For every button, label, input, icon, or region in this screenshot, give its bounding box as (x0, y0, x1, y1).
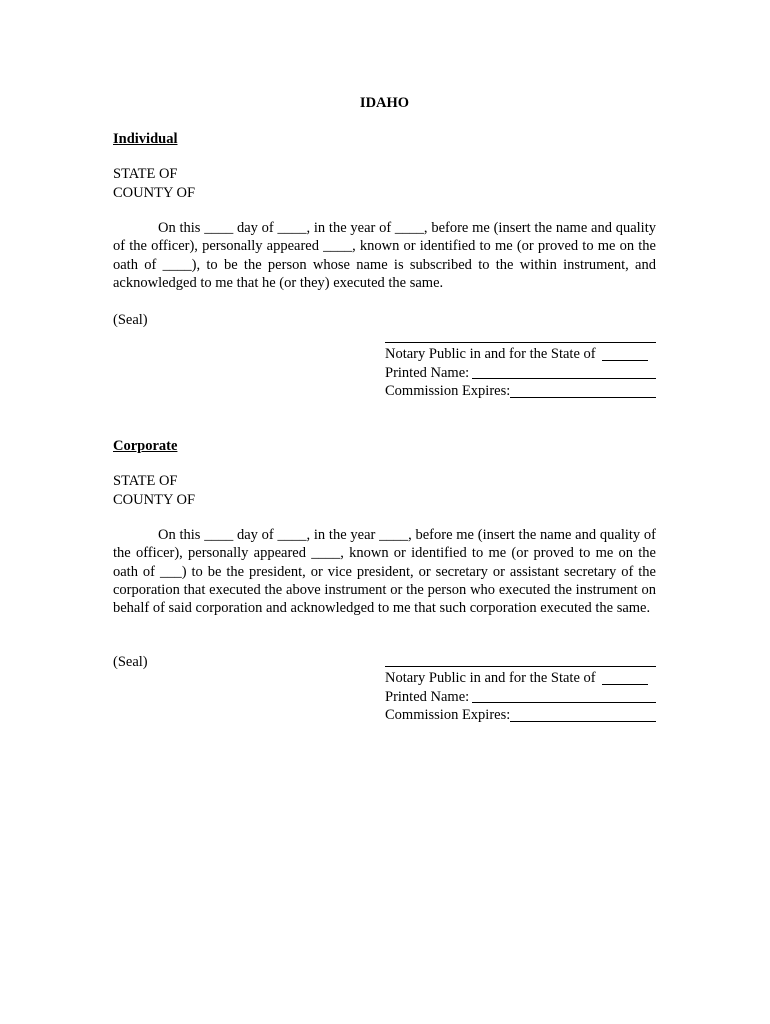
notary-state-blank (602, 670, 648, 685)
corporate-acknowledgment-paragraph: On this ____ day of ____, in the year ____, before me (insert the name and quality of the officer), personally appeared ____, known or identified to me (or proved to me on the oath of ___) to be the president, or vice president, or secretary or assistant secretary of the corporation that executed the above instrument or the person who executed the instrument on behalf of said corporation and acknowledged to me that such corporation executed the same. (113, 527, 656, 617)
corporate-heading: Corporate (113, 438, 178, 454)
corporate-seal-label: (Seal) (113, 654, 148, 670)
corporate-notary-block (385, 666, 656, 725)
signature-line (385, 666, 656, 667)
commission-expires-row (385, 706, 656, 725)
printed-name-row (385, 688, 656, 707)
corporate-venue (113, 472, 195, 509)
commission-expires-blank (510, 383, 656, 398)
signature-line (385, 342, 656, 343)
notary-state-label: Notary Public in and for the State of (385, 670, 596, 686)
individual-venue (113, 165, 195, 202)
county-label: COUNTY OF (113, 184, 196, 201)
notary-state-blank (602, 346, 648, 361)
state-label: STATE OF (113, 166, 178, 182)
state-label: STATE OF (113, 473, 178, 489)
printed-name-label: Printed Name: (385, 364, 470, 381)
notary-state-row (385, 345, 656, 364)
commission-expires-label: Commission Expires: (385, 383, 511, 399)
printed-name-blank (472, 364, 656, 379)
individual-acknowledgment-paragraph: On this ____ day of ____, in the year of ____, before me (insert the name and quality of the officer), personally appeared ____, known or identified to me (or proved to me on the oath of ____), to be the person whose name is subscribed to the within instrument, and acknowledged to me that he (or they) executed the same. (113, 220, 656, 291)
county-label: COUNTY OF (113, 491, 196, 508)
individual-heading: Individual (113, 131, 178, 147)
printed-name-blank (472, 688, 656, 703)
individual-notary-block (385, 342, 656, 401)
individual-seal-label: (Seal) (113, 312, 148, 328)
document-title: IDAHO (359, 95, 410, 111)
notary-state-row (385, 669, 656, 688)
commission-expires-blank (510, 707, 656, 722)
notary-state-label: Notary Public in and for the State of (385, 346, 596, 362)
printed-name-row (385, 364, 656, 383)
commission-expires-row (385, 382, 656, 401)
printed-name-label: Printed Name: (385, 688, 470, 705)
commission-expires-label: Commission Expires: (385, 707, 511, 723)
document-page (113, 0, 656, 1024)
